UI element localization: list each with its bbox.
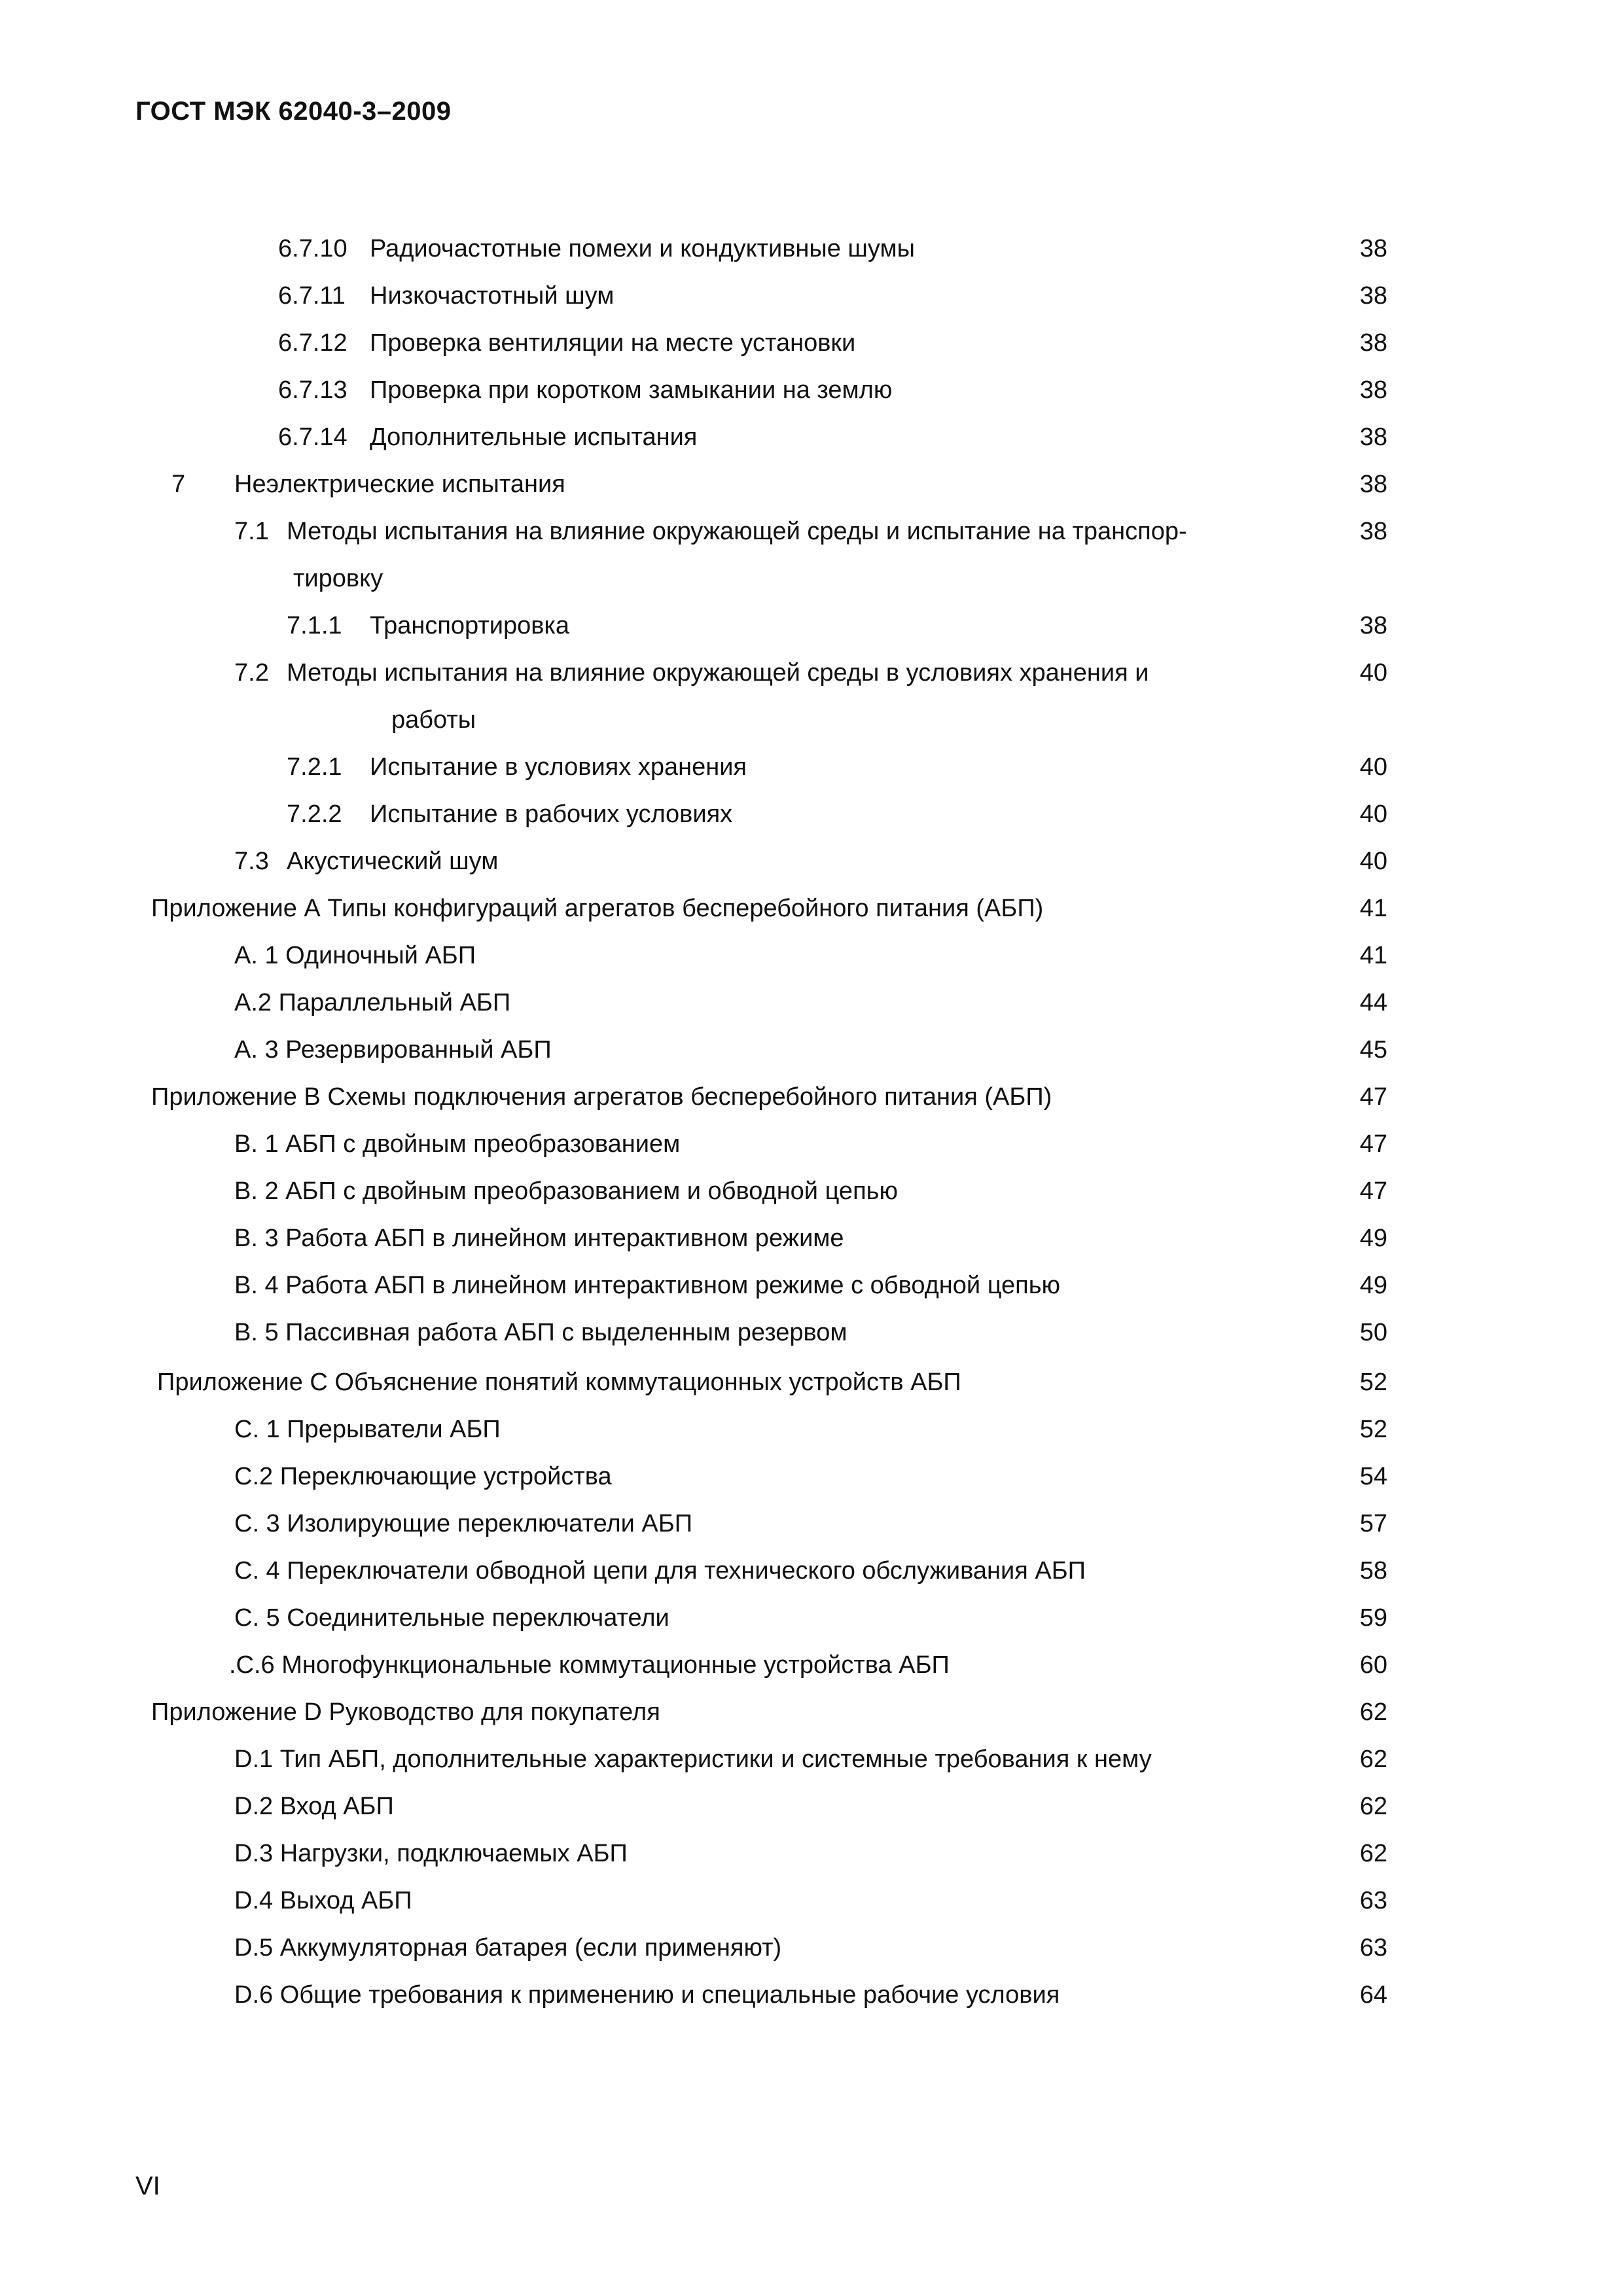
toc-entry-page: 38	[1359, 282, 1387, 310]
toc-entry	[0, 1170, 1623, 1212]
toc-entry-title: А.2 Параллельный АБП	[234, 989, 511, 1016]
toc-entry-page: 40	[1359, 753, 1387, 781]
toc-entry-title: В. 4 Работа АБП в линейном интерактивном режиме с обводной цепью	[234, 1272, 1061, 1299]
toc-entry-title: С. 4 Переключатели обводной цепи для технического обслуживания АБП	[234, 1557, 1086, 1585]
toc-entry-title: Неэлектрические испытания	[234, 471, 565, 498]
toc-entry-title: D.5 Аккумуляторная батарея (если применяют)	[234, 1934, 782, 1962]
toc-entry-page: 49	[1359, 1225, 1387, 1252]
toc-entry-page: 47	[1359, 1130, 1387, 1158]
document-title: ГОСТ МЭК 62040-3–2009	[135, 97, 452, 126]
toc-entry-page: 60	[1359, 1651, 1387, 1679]
toc-entry	[0, 1738, 1623, 1780]
toc-entry-title: Акустический шум	[287, 848, 499, 875]
toc-entry	[0, 1550, 1623, 1592]
toc-entry	[0, 1503, 1623, 1545]
toc-entry	[0, 935, 1623, 977]
toc-entry-page: 49	[1359, 1272, 1387, 1299]
toc-entry-page: 47	[1359, 1083, 1387, 1111]
toc-entry-page: 62	[1359, 1746, 1387, 1773]
toc-entry-page: 38	[1359, 518, 1387, 545]
toc-entry-page: 40	[1359, 800, 1387, 828]
toc-entry-page: 40	[1359, 659, 1387, 687]
toc-entry-title: В. 2 АБП с двойным преобразованием и обводной цепью	[234, 1177, 898, 1205]
toc-entry	[0, 652, 1623, 694]
toc-entry-number: 7.2.1	[287, 753, 342, 781]
toc-entry-title: Приложение D Руководство для покупателя	[151, 1698, 660, 1726]
toc-entry	[0, 275, 1623, 317]
toc-entry-title-continuation: тировку	[293, 565, 383, 592]
toc-entry-page: 63	[1359, 1934, 1387, 1962]
toc-entry-page: 45	[1359, 1036, 1387, 1064]
toc-entry	[0, 1927, 1623, 1969]
toc-entry	[0, 511, 1623, 552]
toc-entry-title: Низкочастотный шум	[370, 282, 615, 310]
toc-entry-title: Проверка вентиляции на месте установки	[370, 329, 856, 357]
toc-entry-page: 38	[1359, 471, 1387, 498]
toc-entry-title: Методы испытания на влияние окружающей среды и испытание на транспор-	[287, 518, 1187, 545]
toc-entry-title: .С.6 Многофункциональные коммутационные устройства АБП	[229, 1651, 950, 1679]
toc-entry	[0, 1123, 1623, 1165]
toc-entry-number: 7	[171, 471, 186, 498]
toc-entry-page: 54	[1359, 1463, 1387, 1490]
toc-entry-title: Испытание в рабочих условиях	[370, 800, 733, 828]
toc-entry-page: 64	[1359, 1981, 1387, 2009]
toc-entry-number: 7.1	[234, 518, 269, 545]
toc-entry	[0, 322, 1623, 364]
toc-entry	[0, 1644, 1623, 1686]
toc-entry-title: В. 3 Работа АБП в линейном интерактивном режиме	[234, 1225, 844, 1252]
toc-entry-page: 38	[1359, 423, 1387, 451]
toc-entry	[0, 1265, 1623, 1306]
toc-entry-page: 62	[1359, 1793, 1387, 1820]
toc-entry-title: D.1 Тип АБП, дополнительные характеристики и системные требования к нему	[234, 1746, 1152, 1773]
toc-entry-number: 6.7.12	[278, 329, 348, 357]
toc-entry	[0, 888, 1623, 929]
toc-entry-title: Дополнительные испытания	[370, 423, 698, 451]
toc-entry-title: Приложение В Схемы подключения агрегатов бесперебойного питания (АБП)	[151, 1083, 1052, 1111]
toc-entry-page: 38	[1359, 235, 1387, 262]
toc-entry	[0, 1361, 1623, 1403]
toc-entry	[0, 1312, 1623, 1354]
toc-entry	[0, 228, 1623, 270]
toc-entry-page: 41	[1359, 895, 1387, 922]
toc-entry	[0, 1974, 1623, 2016]
toc-entry	[0, 416, 1623, 458]
toc-entry	[0, 793, 1623, 835]
toc-entry-title: D.2 Вход АБП	[234, 1793, 394, 1820]
toc-entry-page: 50	[1359, 1319, 1387, 1346]
toc-entry-number: 7.1.1	[287, 612, 342, 639]
toc-entry	[0, 463, 1623, 505]
toc-entry	[0, 1785, 1623, 1827]
toc-entry-title: Транспортировка	[370, 612, 570, 639]
toc-entry-title: D.3 Нагрузки, подключаемых АБП	[234, 1840, 628, 1867]
toc-entry-title: В. 1 АБП с двойным преобразованием	[234, 1130, 681, 1158]
toc-entry-title: Радиочастотные помехи и кондуктивные шумы	[370, 235, 915, 262]
toc-entry-title: А. 1 Одиночный АБП	[234, 942, 476, 969]
toc-entry-title: Приложение А Типы конфигураций агрегатов бесперебойного питания (АБП)	[151, 895, 1044, 922]
toc-entry-number: 7.3	[234, 848, 269, 875]
toc-entry	[0, 1456, 1623, 1498]
toc-entry-title: D.6 Общие требования к применению и специальные рабочие условия	[234, 1981, 1060, 2009]
toc-entry	[0, 1597, 1623, 1639]
toc-entry-page: 57	[1359, 1510, 1387, 1537]
toc-entry-page: 41	[1359, 942, 1387, 969]
toc-entry-title: D.4 Выход АБП	[234, 1887, 412, 1914]
toc-entry-page: 38	[1359, 329, 1387, 357]
toc-entry-number: 6.7.14	[278, 423, 348, 451]
toc-entry-title: С.2 Переключающие устройства	[234, 1463, 612, 1490]
toc-entry	[0, 840, 1623, 882]
toc-entry-page: 62	[1359, 1698, 1387, 1726]
toc-entry	[0, 746, 1623, 788]
toc-entry-title: С. 1 Прерыватели АБП	[234, 1416, 501, 1443]
toc-entry-title: А. 3 Резервированный АБП	[234, 1036, 552, 1064]
toc-entry	[0, 1029, 1623, 1071]
toc-entry	[0, 1833, 1623, 1874]
toc-entry-number: 7.2.2	[287, 800, 342, 828]
toc-entry	[0, 1408, 1623, 1450]
toc-entry	[0, 982, 1623, 1024]
toc-entry-title: Испытание в условиях хранения	[370, 753, 747, 781]
toc-entry-page: 62	[1359, 1840, 1387, 1867]
toc-entry-page: 59	[1359, 1604, 1387, 1632]
toc-entry-page: 38	[1359, 376, 1387, 404]
toc-entry-number: 6.7.10	[278, 235, 348, 262]
toc-entry-number: 7.2	[234, 659, 269, 687]
toc-entry-title: Методы испытания на влияние окружающей среды в условиях хранения и	[287, 659, 1149, 687]
toc-entry-page: 58	[1359, 1557, 1387, 1585]
toc-entry-page: 52	[1359, 1416, 1387, 1443]
toc-entry-page: 40	[1359, 848, 1387, 875]
toc-entry-page: 63	[1359, 1887, 1387, 1914]
toc-entry	[0, 1217, 1623, 1259]
toc-entry-title: С. 5 Соединительные переключатели	[234, 1604, 669, 1632]
toc-entry	[0, 369, 1623, 411]
toc-entry-continuation	[0, 699, 1623, 741]
toc-entry-title: В. 5 Пассивная работа АБП с выделенным резервом	[234, 1319, 847, 1346]
toc-entry-page: 52	[1359, 1369, 1387, 1396]
page-number: VI	[135, 2172, 160, 2200]
toc-entry-page: 44	[1359, 989, 1387, 1016]
toc-entry-title-continuation: работы	[391, 706, 476, 734]
toc-entry	[0, 1076, 1623, 1118]
toc-entry	[0, 1880, 1623, 1922]
toc-entry-page: 38	[1359, 612, 1387, 639]
toc-entry-number: 6.7.13	[278, 376, 348, 404]
toc-entry	[0, 605, 1623, 647]
toc-entry-continuation	[0, 558, 1623, 600]
toc-entry	[0, 1691, 1623, 1733]
toc-entry-title: С. 3 Изолирующие переключатели АБП	[234, 1510, 693, 1537]
toc-entry-title: Проверка при коротком замыкании на землю	[370, 376, 893, 404]
toc-entry-page: 47	[1359, 1177, 1387, 1205]
toc-entry-title: Приложение С Объяснение понятий коммутационных устройств АБП	[157, 1369, 961, 1396]
toc-entry-number: 6.7.11	[278, 282, 346, 310]
